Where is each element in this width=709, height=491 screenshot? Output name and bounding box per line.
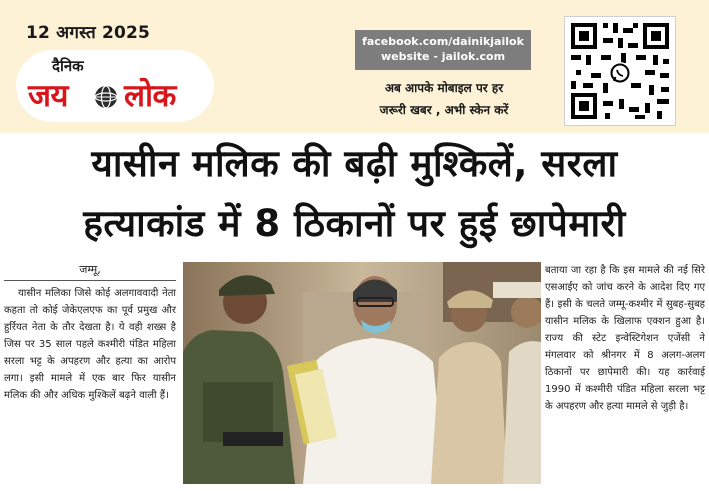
qr-code-icon [565, 17, 675, 125]
dateline: जम्मू, [79, 263, 101, 276]
column-divider [4, 280, 176, 281]
news-photo [183, 262, 541, 484]
qr-code[interactable] [564, 16, 676, 126]
web-links-box [355, 30, 531, 70]
issue-date: 12 अगस्त 2025 [26, 23, 151, 43]
headline-line-1: यासीन मलिक की बढ़ी मुश्किलें, सरला [91, 142, 618, 185]
scan-line-2: जरूरी खबर , अभी स्केन करें [379, 103, 509, 117]
globe-icon [94, 85, 118, 109]
logo-word-jai: जय [28, 78, 68, 114]
article-column-left [4, 262, 176, 404]
news-photo-illustration [183, 262, 541, 484]
scan-line-1: अब आपके मोबाइल पर हर [384, 81, 504, 95]
facebook-link[interactable]: facebook.com/dainikjailok [362, 35, 524, 48]
scan-prompt [344, 77, 544, 121]
headline [0, 134, 709, 254]
website-link[interactable]: website - jailok.com [380, 50, 506, 63]
logo-prefix: दैनिक [52, 57, 84, 75]
article-text-right: बताया जा रहा है कि इस मामले की नई सिरे एसआईए को जांच करने के आदेश दिए गए हैं। इसी के चलते जम्मू-कश्मीर में सुबह-सुबह यासीन मलिक के खिलाफ एक्शन हुआ है। राज्य की स्टेट इन्वेस्टिगेशन एजेंसी ने मंगलवार को श्रीनगर में 8 अलग-अलग ठिकानों पर छापेमारी की। यह कार्रवाई 1990 में कश्मीरी पंडित महिला सरला भट्ट के अपहरण और हत्या मामले से जुड़ी है। [545, 265, 705, 412]
article-column-right [545, 262, 705, 415]
article-text-left: यासीन मलिका जिसे कोई अलगाववादी नेता कहता तो कोई जेकेएलएफ का पूर्व प्रमुख और हुर्रियत नेता के तौर देखता है। ये वही शख्स है जिस पर 35 साल पहले कश्मीरी पंडित महिला सरला भट्ट के अपहरण और हत्या का आरोप लगा। इसी मामले में एक बार फिर यासीन मलिक की और अधिक मुश्किलें बढ़ने वाली हैं। [4, 288, 176, 401]
headline-line-2: हत्याकांड में 8 ठिकानों पर हुई छापेमारी [83, 202, 626, 245]
logo-word-lok: लोक [124, 78, 176, 114]
